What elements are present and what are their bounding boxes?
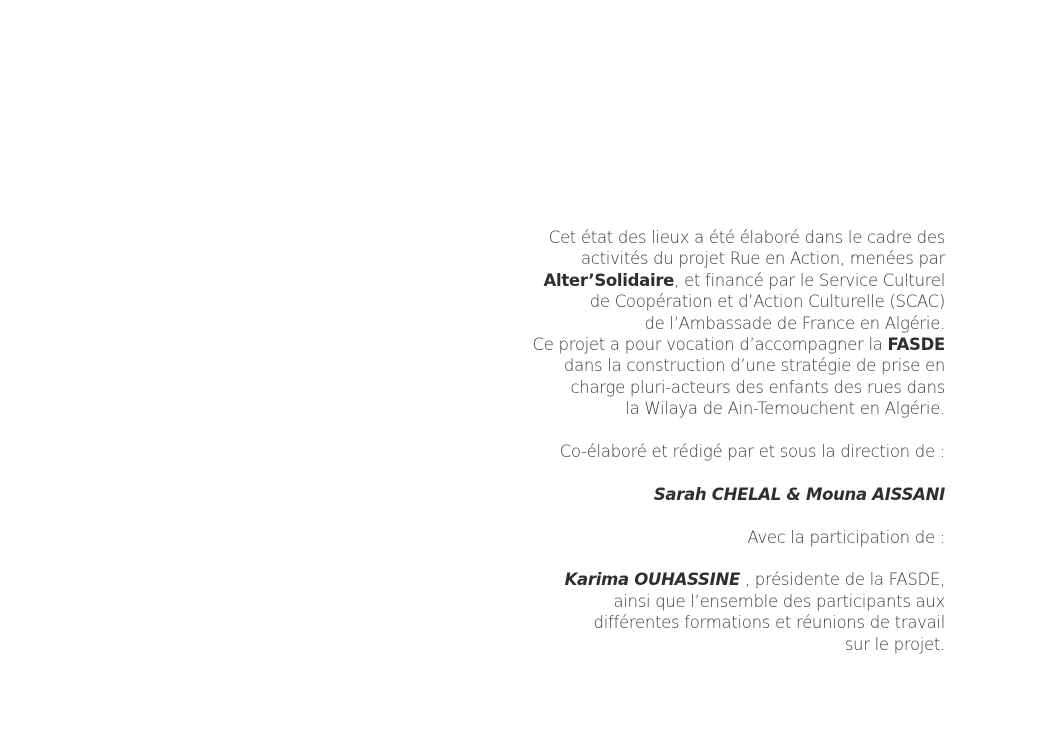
participation-line-3: différentes formations et réunions de travail [593,613,945,633]
organization-name: Alter’Solidaire [543,270,675,290]
participation-line-4: sur le projet. [844,634,945,654]
participant-name: Karima OUHASSINE [564,570,740,590]
intro-line-9: la Wilaya de Ain-Temouchent en Algérie. [625,399,945,419]
intro-line-4: de Coopération et d’Action Culturelle (SCAC) [589,292,945,312]
intro-line-1: Cet état des lieux a été élaboré dans le cadre des [548,228,945,247]
intro-line-6-text: Ce projet a pour vocation d’accompagner la [532,335,888,355]
intro-line-3 [525,270,945,291]
spacer [525,420,945,441]
intro-line-2: activités du projet Rue en Action, menées par [581,249,945,269]
spacer [525,462,945,483]
authors-names: Sarah CHELAL & Mouna AISSANI [653,484,945,504]
participation-label: Avec la participation de : [747,527,945,547]
intro-line-8: charge pluri-acteurs des enfants des rues dans [570,377,945,397]
intro-line-3-rest: , et financé par le Service Culturel [674,270,945,290]
intro-line-5: de l’Ambassade de France en Algérie. [644,313,945,333]
partner-name: FASDE [887,335,945,355]
authorship-label: Co-élaboré et rédigé par et sous la direction de : [559,442,945,462]
participation-line-1 [525,569,945,590]
spacer [525,548,945,569]
spacer [525,505,945,526]
participation-line-2: ainsi que l’ensemble des participants aux [613,591,945,611]
participant-role: , présidente de la FASDE, [739,570,945,590]
credits-block [525,227,945,655]
intro-line-7: dans la construction d’une stratégie de prise en [563,356,945,376]
intro-line-6 [525,334,945,355]
